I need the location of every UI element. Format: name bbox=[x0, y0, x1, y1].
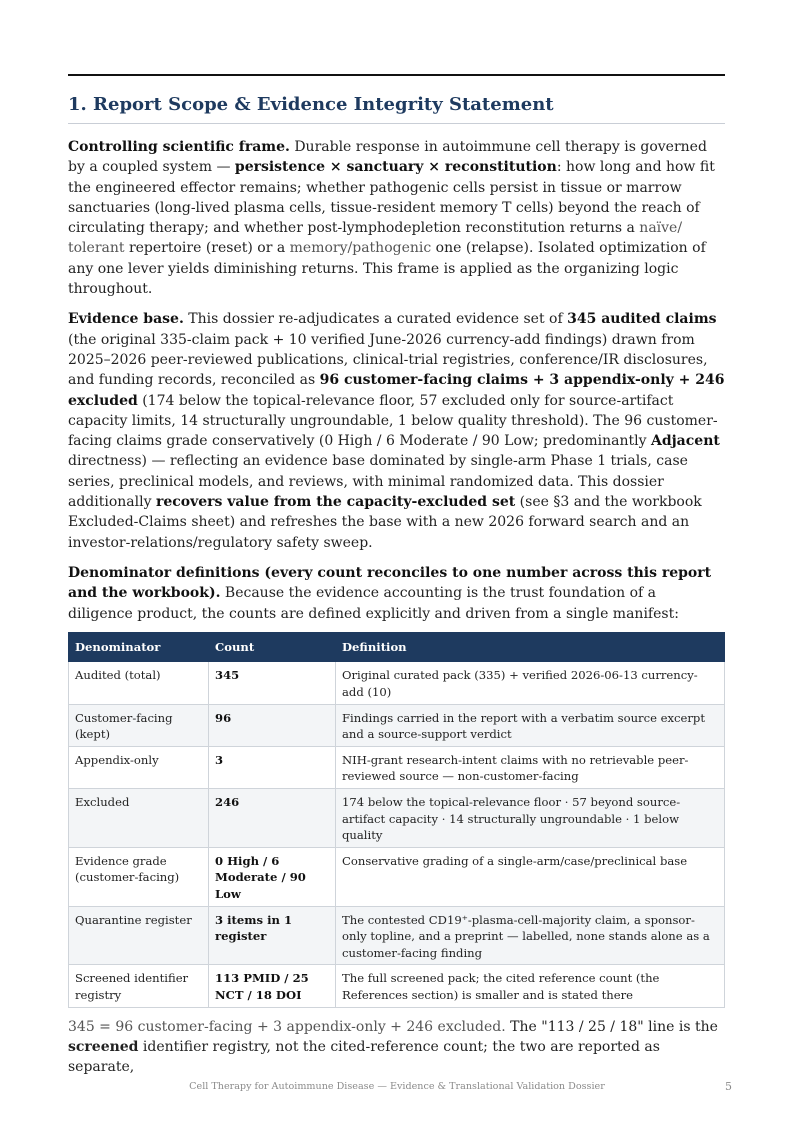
paragraph-denominator-definitions: Denominator definitions (every count reconciles to one number across this report and the workbook). Because the evidence accounting is the trust foundation of a diligence product, the counts are defined explicitly and driven from a single manifest: bbox=[68, 564, 712, 622]
page-number: 5 bbox=[725, 1080, 732, 1093]
denominator-cell: Screened identifier registry bbox=[69, 965, 209, 1007]
denominator-cell: Evidence grade (customer-facing) bbox=[69, 847, 209, 906]
denominator-cell: Audited (total) bbox=[69, 662, 209, 704]
denominator-cell: Appendix-only bbox=[69, 746, 209, 788]
table-row bbox=[69, 847, 725, 906]
definition-cell: The full screened pack; the cited reference count (the References section) is smaller and is stated there bbox=[336, 965, 725, 1007]
table-header-row bbox=[69, 632, 725, 662]
definition-cell: Findings carried in the report with a verbatim source excerpt and a source-support verdict bbox=[336, 704, 725, 746]
count-cell: 0 High / 6 Moderate / 90 Low bbox=[209, 847, 336, 906]
definition-cell: NIH-grant research-intent claims with no retrievable peer-reviewed source — non-customer-facing bbox=[336, 746, 725, 788]
paragraph-scientific-frame: Controlling scientific frame. Durable response in autoimmune cell therapy is governed by a coupled system — persistence × sanctuary × reconstitution: how long and how fit the engineered effector remains; whether pathogenic cells persist in tissue or marrow sanctuaries (long-lived plasma cells, tissue-resident memory T cells) beyond the reach of circulating therapy; and whether post-lymphodepletion reconstitution returns a naïve/ tolerant repertoire (reset) or a memory/pathogenic one (relapse). Isolated optimization of any one lever yields diminishing returns. This frame is applied as the organizing logic throughout. bbox=[68, 139, 715, 298]
count-cell: 3 items in 1 register bbox=[209, 906, 336, 965]
table-row bbox=[69, 788, 725, 847]
count-cell: 246 bbox=[209, 788, 336, 847]
denominator-cell: Quarantine register bbox=[69, 906, 209, 965]
column-header: Definition bbox=[336, 632, 725, 662]
paragraph-reconciliation: 345 = 96 customer-facing + 3 appendix-only + 246 excluded. The "113 / 25 / 18" line is the screened identifier registry, not the cited-reference count; the two are reported as separate, bbox=[68, 1018, 718, 1076]
column-header: Count bbox=[209, 632, 336, 662]
paragraph-lead: Controlling scientific frame. bbox=[68, 139, 290, 155]
table-row bbox=[69, 746, 725, 788]
page-body bbox=[68, 74, 725, 1077]
paragraph-lead: Evidence base. bbox=[68, 311, 184, 328]
running-footer: Cell Therapy for Autoimmune Disease — Evidence & Translational Validation Dossier bbox=[189, 1081, 605, 1092]
paragraph-lead: Denominator definitions (every count reconciles to one number across this report and the workbook). bbox=[68, 564, 712, 602]
count-cell: 3 bbox=[209, 746, 336, 788]
denominator-cell: Excluded bbox=[69, 788, 209, 847]
denominator-cell: Customer-facing (kept) bbox=[69, 704, 209, 746]
table-row bbox=[69, 662, 725, 704]
definition-cell: The contested CD19⁺-plasma-cell-majority claim, a sponsor-only topline, and a preprint — labelled, none stands alone as a customer-facing finding bbox=[336, 906, 725, 965]
denominator-table bbox=[68, 632, 725, 1008]
paragraph-evidence-base: Evidence base. This dossier re-adjudicates a curated evidence set of 345 audited claims (the original 335-claim pack + 10 verified June-2026 currency-add findings) drawn from 2025–2026 peer-reviewed publications, clinical-trial registries, conference/IR disclosures, and funding records, reconciled as 96 customer-facing claims + 3 appendix-only + 246 excluded (174 below the topical-relevance floor, 57 excluded only for source-artifact capacity limits, 14 structurally ungroundable, 1 below quality threshold). The 96 customer-facing claims grade conservatively (0 High / 6 Moderate / 90 Low; predominantly Adjacent directness) — reflecting an evidence base dominated by single-arm Phase 1 trials, case series, preclinical models, and reviews, with minimal randomized data. This dossier additionally recovers value from the capacity-excluded set (see §3 and the workbook Excluded-Claims sheet) and refreshes the base with a new 2026 forward search and an investor-relations/regulatory safety sweep. bbox=[68, 311, 725, 551]
column-header: Denominator bbox=[69, 632, 209, 662]
section-heading: 1. Report Scope & Evidence Integrity Statement bbox=[68, 93, 725, 124]
table-row bbox=[69, 965, 725, 1007]
count-cell: 113 PMID / 25 NCT / 18 DOI bbox=[209, 965, 336, 1007]
count-cell: 345 bbox=[209, 662, 336, 704]
definition-cell: Conservative grading of a single-arm/case/preclinical base bbox=[336, 847, 725, 906]
count-cell: 96 bbox=[209, 704, 336, 746]
definition-cell: 174 below the topical-relevance floor · 57 beyond source-artifact capacity · 14 structurally ungroundable · 1 below quality bbox=[336, 788, 725, 847]
top-divider bbox=[68, 74, 725, 76]
table-row bbox=[69, 906, 725, 965]
table-row bbox=[69, 704, 725, 746]
definition-cell: Original curated pack (335) + verified 2026-06-13 currency-add (10) bbox=[336, 662, 725, 704]
